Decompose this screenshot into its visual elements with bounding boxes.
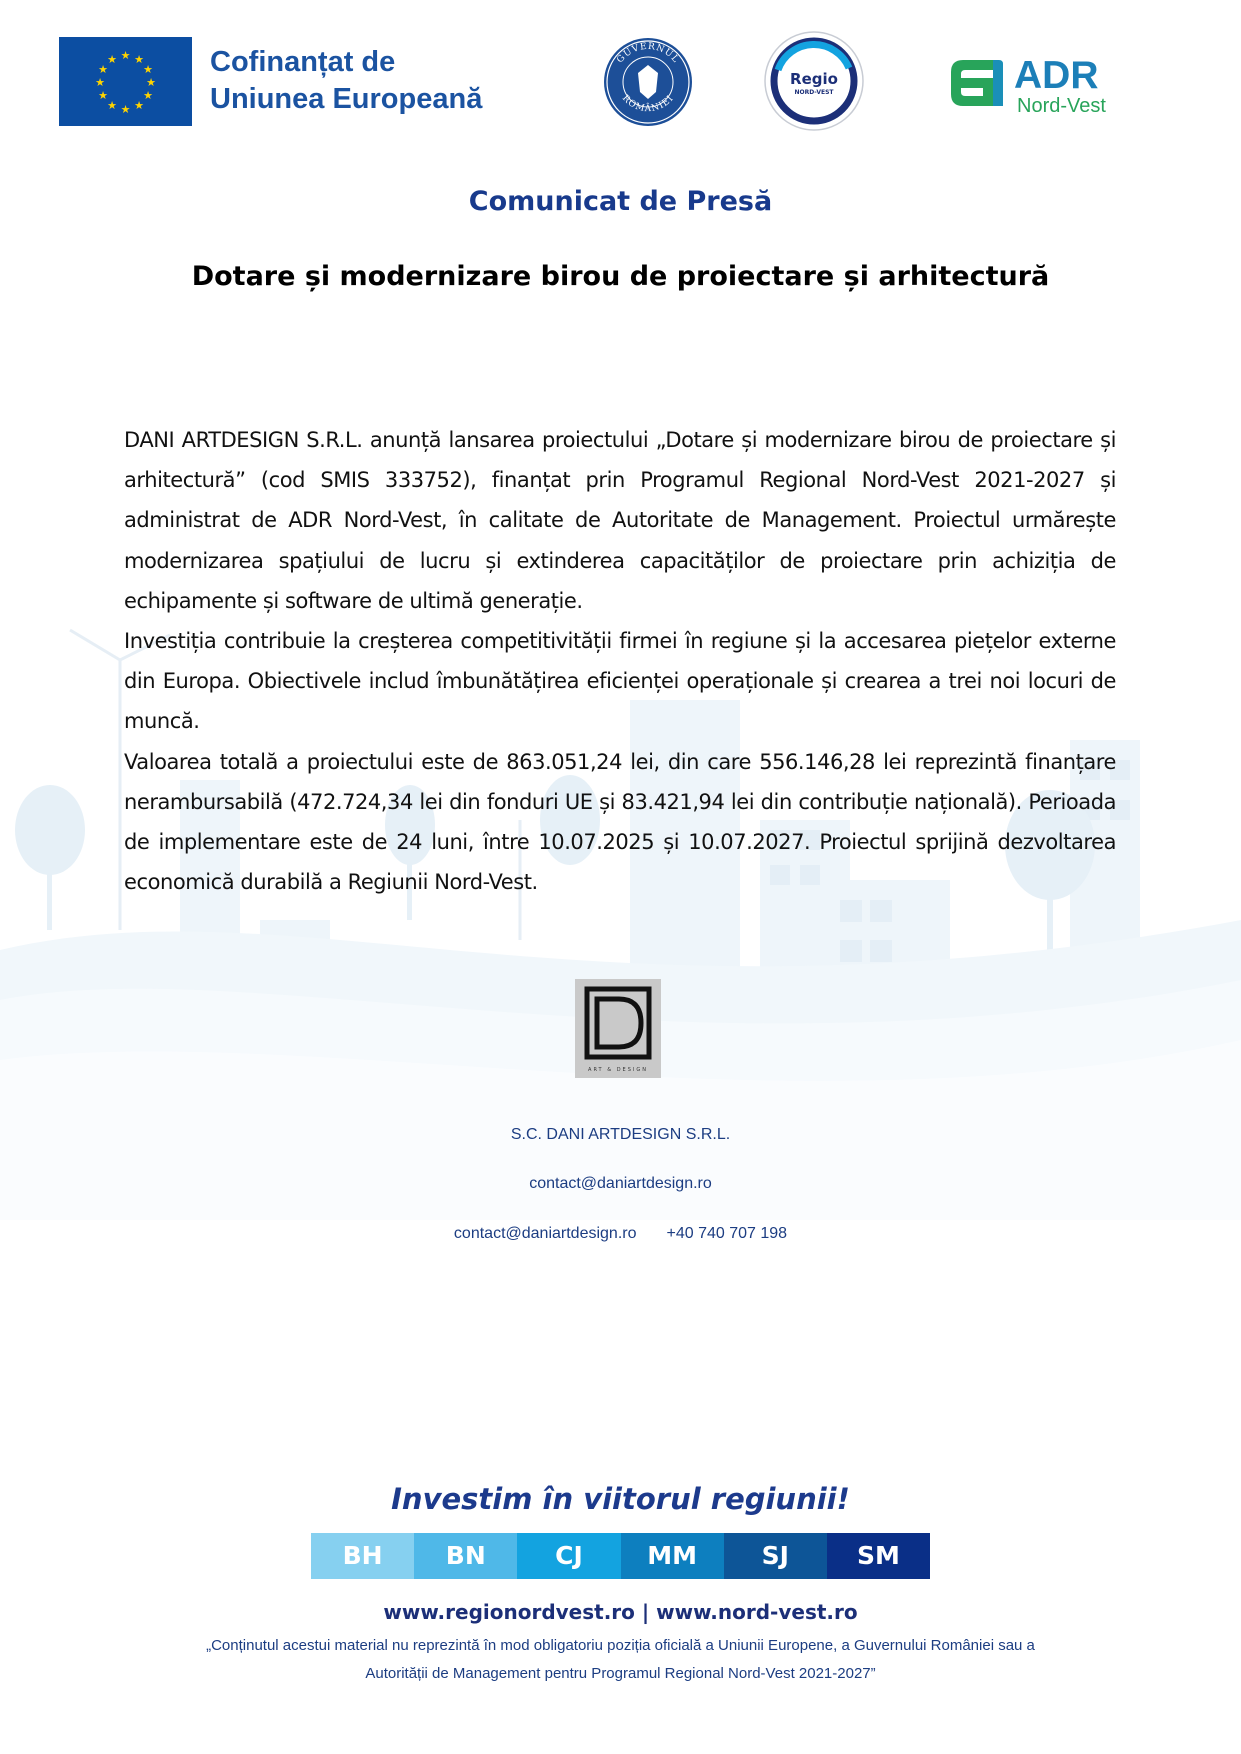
county-cj: CJ [517,1533,620,1579]
svg-text:★: ★ [107,53,117,66]
press-release-label: Comunicat de Presă [468,186,773,217]
adr-mark-icon [951,60,993,106]
body-paragraph: Valoarea totală a proiectului este de 863.051,24 lei, din care 556.146,28 lei reprezintă finanțare nerambursabilă (472.724,34 lei din fonduri UE și 83.421,94 lei din contribuție națională). Perioada de implementare este de 24 luni, între 10.07.2025 și 10.07.2027. Proiectul sprijină dezvoltarea economică durabilă a Regiunii Nord-Vest. [124,749,1116,895]
beneficiary-email[interactable]: contact@daniartdesign.ro [529,1175,712,1192]
beneficiary-email-secondary[interactable]: contact@daniartdesign.ro [453,1225,637,1242]
county-sj: SJ [724,1533,827,1579]
beneficiary-contact-line [0,1225,1241,1243]
svg-text:★: ★ [107,99,117,112]
svg-text:★: ★ [120,49,131,62]
regio-nord-vest-logo [763,30,865,132]
footer-websites[interactable]: www.regionordvest.ro | www.nord-vest.ro [383,1600,858,1624]
dani-logo-caption: ART & DESIGN [588,1067,648,1073]
svg-text:★: ★ [120,103,131,116]
disclaimer-line1: „Conținutul acestui material nu reprezintă în mod obligatoriu poziția oficială a Uniunii Europene, a Guvernului României sau a [206,1637,1035,1654]
footer-slogan: Investim în viitorul regiunii! [391,1482,850,1516]
eu-stars-icon [59,37,192,126]
svg-text:★: ★ [143,63,153,76]
regio-subtext: NORD-VEST [794,89,834,96]
body-paragraph: DANI ARTDESIGN S.R.L. anunță lansarea proiectului „Dotare și modernizare birou de proiectare și arhitectură” (cod SMIS 333752), finanțat prin Programul Regional Nord-Vest 2021-2027 și administrat de ADR Nord-Vest, în calitate de Autoritate de Management. Proiectul urmărește modernizarea spațiului de lucru și extinderea capacităților de proiectare prin achiziția de echipamente și software de ultimă generație. [124,428,1116,613]
regio-text: Regio [790,70,838,88]
svg-text:★: ★ [95,76,105,89]
beneficiary-company-name: S.C. DANI ARTDESIGN S.R.L. [510,1126,731,1143]
svg-text:★: ★ [134,99,144,112]
county-bar [311,1533,930,1579]
county-mm: MM [621,1533,724,1579]
disclaimer-line2: Autorității de Management pentru Programul Regional Nord-Vest 2021-2027” [365,1665,876,1682]
adr-subtext: Nord-Vest [1017,95,1106,116]
svg-text:★: ★ [143,89,153,102]
press-release-body [124,420,1116,902]
romanian-government-seal [603,37,693,127]
county-sm: SM [827,1533,930,1579]
svg-text:★: ★ [98,63,108,76]
body-paragraph: Investiția contribuie la creșterea competitivității firmei în regiune și la accesarea piețelor externe din Europa. Obiectivele includ îmbunătățirea eficienței operaționale și crearea a trei noi locuri de muncă. [124,629,1116,734]
adr-text: ADR [1014,54,1099,97]
county-bh: BH [311,1533,414,1579]
eu-text-line2: Uniunea Europeană [210,83,483,115]
adr-nord-vest-logo [941,52,1121,116]
svg-text:★: ★ [98,89,108,102]
project-title: Dotare și modernizare birou de proiectare și arhitectură [191,261,1050,292]
svg-text:★: ★ [134,53,144,66]
footer-disclaimer [130,1632,1111,1688]
eu-text-line1: Cofinanțat de [210,46,396,78]
eu-flag-logo [59,37,192,126]
county-bn: BN [414,1533,517,1579]
eu-cofinancing-text [210,44,482,118]
gov-seal-bottom-text: ROMÂNIEI [619,93,677,115]
beneficiary-phone[interactable]: +40 740 707 198 [666,1225,788,1242]
svg-text:★: ★ [146,76,156,89]
gov-seal-top-text: GUVERNUL [615,41,681,66]
dani-artdesign-logo [575,979,661,1078]
